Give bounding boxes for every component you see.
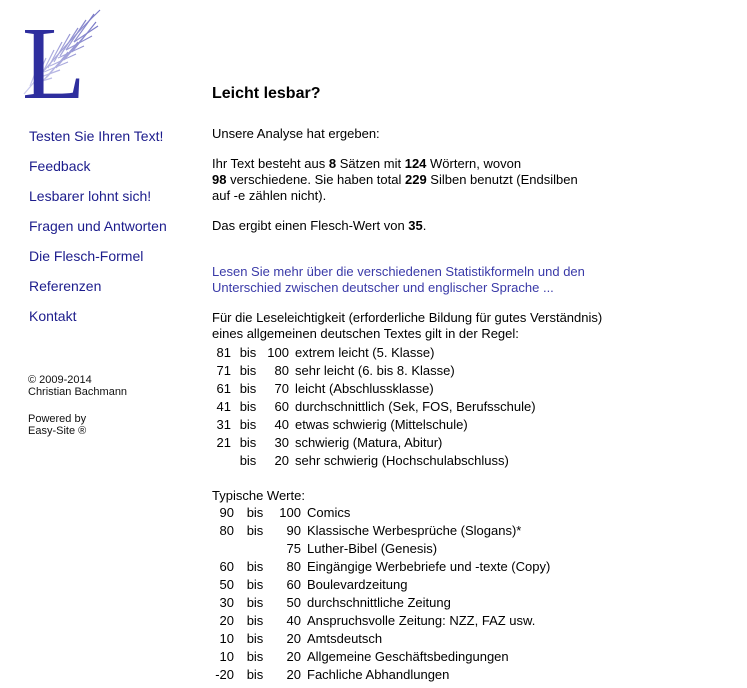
cell-bis: bis	[246, 559, 264, 574]
table-row	[212, 398, 536, 416]
table-row	[212, 416, 536, 434]
nav-contact[interactable]: Kontakt	[29, 308, 77, 324]
sidebar-footer	[28, 374, 127, 452]
cell-desc: Amtsdeutsch	[307, 631, 383, 646]
cell-lo: 10	[219, 649, 234, 664]
cell-lo: 60	[219, 559, 234, 574]
nav-references[interactable]: Referenzen	[29, 278, 102, 294]
cell-hi: 20	[286, 631, 301, 646]
cell-lo: 61	[216, 381, 231, 396]
cell-desc: etwas schwierig (Mittelschule)	[295, 417, 468, 432]
table-row	[212, 576, 550, 594]
cell-bis: bis	[239, 399, 257, 414]
nav-faq[interactable]: Fragen und Antworten	[29, 218, 167, 234]
cell-desc: sehr leicht (6. bis 8. Klasse)	[295, 363, 455, 378]
cell-desc: Anspruchsvolle Zeitung: NZZ, FAZ usw.	[307, 613, 536, 628]
cell-bis: bis	[239, 435, 257, 450]
sentence-count: 8	[328, 156, 337, 171]
typical-values-table	[212, 504, 550, 684]
cell-lo: 30	[219, 595, 234, 610]
nav-flesch-formula[interactable]: Die Flesch-Formel	[29, 248, 144, 264]
copyright-text: © 2009-2014	[28, 374, 92, 386]
cell-hi: 60	[286, 577, 301, 592]
flesch-score: 35	[408, 218, 423, 233]
cell-hi: 80	[286, 559, 301, 574]
analysis-result: Ihr Text besteht aus 8 Sätzen mit 124 Wörtern, wovon 98 verschiedene. Sie haben total 229 Silben benutzt (Endsilben auf -e zählen nicht).	[212, 156, 578, 203]
cell-desc: extrem leicht (5. Klasse)	[295, 345, 435, 360]
nav-test-text[interactable]: Testen Sie Ihren Text!	[29, 128, 164, 144]
table-row	[212, 594, 550, 612]
nav-readable-pays[interactable]: Lesbarer lohnt sich!	[29, 188, 152, 204]
cell-bis: bis	[239, 453, 257, 468]
cell-bis: bis	[246, 523, 264, 538]
rule-intro: Für die Leseleichtigkeit (erforderliche Bildung für gutes Verständnis) eines allgemeinen deutschen Textes gilt in der Regel:	[212, 310, 603, 341]
cell-hi: 30	[274, 435, 289, 450]
cell-lo: 21	[216, 435, 231, 450]
cell-bis: bis	[246, 595, 264, 610]
cell-bis	[234, 540, 276, 558]
cell-hi: 90	[286, 523, 301, 538]
table-row	[212, 452, 536, 470]
syllable-count: 229	[404, 172, 427, 187]
cell-desc: Eingängige Werbebriefe und -texte (Copy)	[307, 559, 551, 574]
cell-bis: bis	[239, 381, 257, 396]
table-row	[212, 630, 550, 648]
cell-hi: 40	[286, 613, 301, 628]
cell-lo: 90	[219, 505, 234, 520]
cell-desc: Comics	[307, 505, 351, 520]
table-row	[212, 666, 550, 684]
table-row	[212, 648, 550, 666]
cell-desc: sehr schwierig (Hochschulabschluss)	[295, 453, 509, 468]
cell-bis: bis	[246, 649, 264, 664]
cell-hi: 20	[274, 453, 289, 468]
cell-lo: 41	[216, 399, 231, 414]
cell-hi: 80	[274, 363, 289, 378]
table-row	[212, 362, 536, 380]
cell-desc: Allgemeine Geschäftsbedingungen	[307, 649, 509, 664]
table-row	[212, 558, 550, 576]
main-content	[212, 84, 652, 684]
cell-lo: 20	[219, 613, 234, 628]
word-count: 124	[404, 156, 427, 171]
cell-bis: bis	[246, 613, 264, 628]
easy-site-text: Easy-Site ®	[28, 425, 87, 437]
readability-scale-table	[212, 344, 536, 470]
cell-desc: durchschnittliche Zeitung	[307, 595, 451, 610]
cell-hi: 60	[274, 399, 289, 414]
cell-lo: 81	[216, 345, 231, 360]
cell-lo: 80	[219, 523, 234, 538]
cell-bis: bis	[246, 505, 264, 520]
sidebar-nav	[29, 128, 167, 338]
cell-desc: schwierig (Matura, Abitur)	[295, 435, 443, 450]
table-row	[212, 612, 550, 630]
cell-lo	[212, 452, 231, 470]
cell-hi: 50	[286, 595, 301, 610]
cell-lo: 50	[219, 577, 234, 592]
typical-values-title: Typische Werte:	[212, 488, 305, 503]
cell-hi: 100	[267, 345, 289, 360]
cell-bis: bis	[239, 363, 257, 378]
author-text: Christian Bachmann	[28, 386, 128, 398]
analysis-intro: Unsere Analyse hat ergeben:	[212, 126, 380, 141]
table-row	[212, 522, 550, 540]
distinct-word-count: 98	[212, 172, 227, 187]
cell-bis: bis	[239, 345, 257, 360]
cell-lo: 71	[216, 363, 231, 378]
table-row	[212, 504, 550, 522]
cell-bis: bis	[246, 631, 264, 646]
cell-bis: bis	[246, 667, 264, 682]
cell-desc: Fachliche Abhandlungen	[307, 667, 450, 682]
table-row	[212, 380, 536, 398]
cell-lo	[212, 540, 234, 558]
feather-logo-icon	[18, 6, 104, 102]
table-row	[212, 540, 550, 558]
cell-lo: 10	[219, 631, 234, 646]
cell-hi: 75	[286, 541, 301, 556]
cell-hi: 70	[274, 381, 289, 396]
cell-bis: bis	[239, 417, 257, 432]
cell-hi: 40	[274, 417, 289, 432]
cell-hi: 20	[286, 649, 301, 664]
more-statistics-link[interactable]: Lesen Sie mehr über die verschiedenen Statistikformeln und den Unterschied zwischen deutscher und englischer Sprache ...	[212, 264, 585, 295]
logo-letter: L	[22, 6, 86, 102]
cell-lo: -20	[215, 667, 234, 682]
table-row	[212, 344, 536, 362]
cell-desc: durchschnittlich (Sek, FOS, Berufsschule)	[295, 399, 536, 414]
flesch-result: Das ergibt einen Flesch-Wert von 35.	[212, 218, 427, 233]
cell-desc: Klassische Werbesprüche (Slogans)*	[307, 523, 522, 538]
cell-bis: bis	[246, 577, 264, 592]
cell-hi: 20	[286, 667, 301, 682]
site-logo[interactable]	[18, 6, 104, 102]
nav-feedback[interactable]: Feedback	[29, 158, 91, 174]
powered-by-text: Powered by	[28, 413, 87, 425]
cell-hi: 100	[279, 505, 301, 520]
cell-desc: Luther-Bibel (Genesis)	[307, 541, 438, 556]
cell-desc: leicht (Abschlussklasse)	[295, 381, 434, 396]
table-row	[212, 434, 536, 452]
page-title: Leicht lesbar?	[212, 85, 321, 102]
cell-desc: Boulevardzeitung	[307, 577, 408, 592]
cell-lo: 31	[216, 417, 231, 432]
